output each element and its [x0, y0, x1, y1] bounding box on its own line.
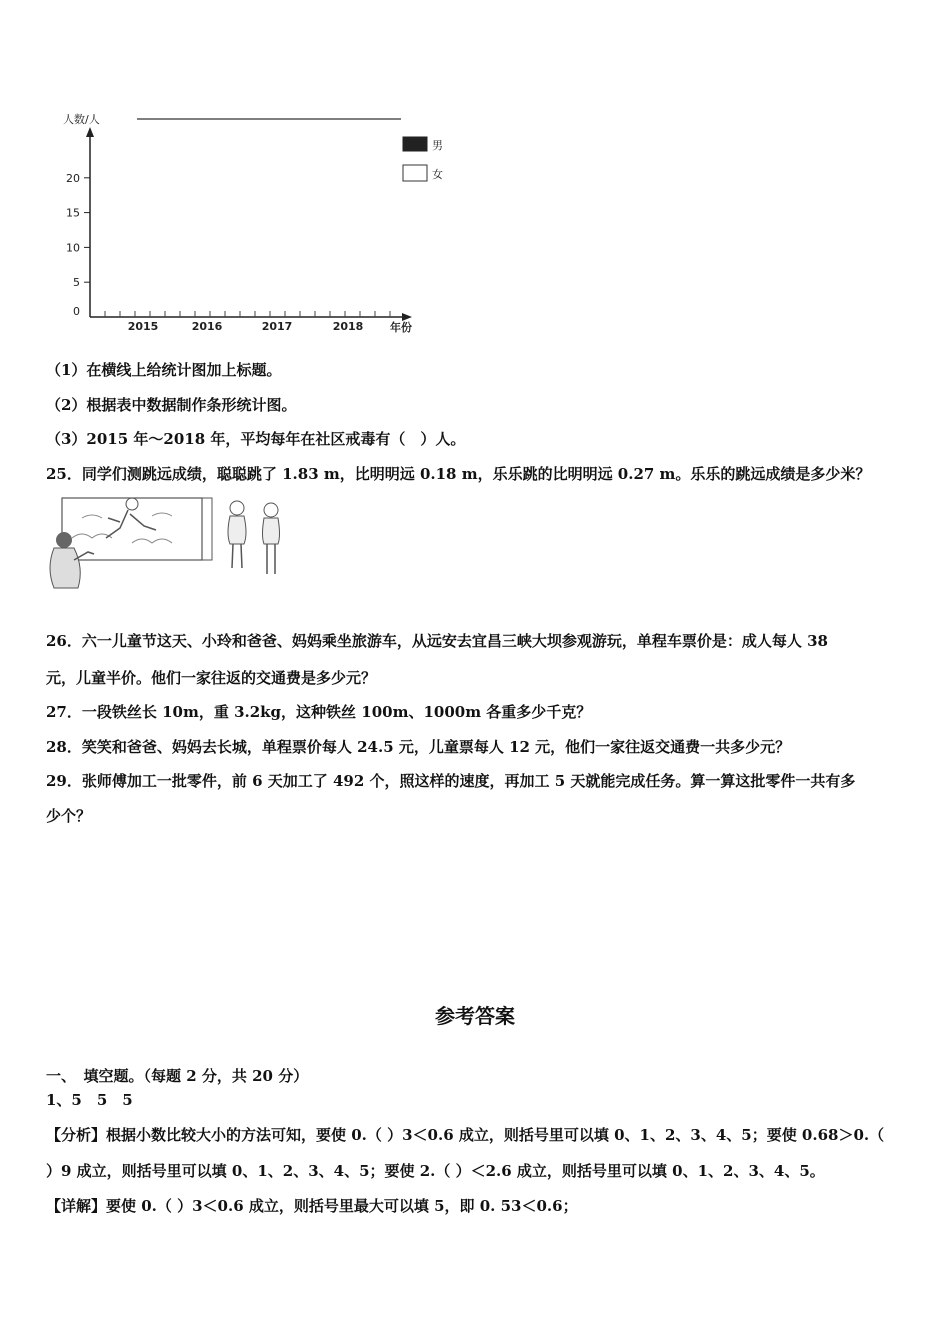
y-tick-label: 0 [73, 305, 80, 318]
question-24-2: （2）根据表中数据制作条形统计图。 [46, 396, 297, 414]
legend-male-label: 男 [432, 139, 443, 152]
bar-chart [55, 105, 455, 340]
x-tick-label: 2017 [261, 320, 293, 333]
question-29-line2: 少个？ [46, 807, 92, 825]
question-28: 28．笑笑和爸爸、妈妈去长城，单程票价每人 24.5 元，儿童票每人 12 元，他们一家往返交通费一共多少元？ [46, 738, 791, 756]
legend-female-swatch [403, 165, 427, 181]
question-24-3: （3）2015 年～2018 年，平均每年在社区戒毒有（ ）人。 [46, 430, 466, 448]
y-tick-label: 15 [66, 206, 80, 220]
question-29-line1: 29．张师傅加工一批零件，前 6 天加工了 492 个，照这样的速度，再加工 5 天就能完成任务。算一算这批零件一共有多 [46, 772, 856, 790]
x-axis-arrow [402, 313, 412, 321]
legend-male-swatch [403, 137, 427, 151]
x-axis-label: 年份 [390, 321, 412, 334]
y-tick-label: 20 [66, 171, 80, 185]
y-tick-label: 5 [73, 276, 80, 290]
answers-section-heading: 一、 填空题。（每题 2 分，共 20 分） [46, 1067, 309, 1085]
y-axis-arrow [86, 127, 94, 137]
analysis-line2: ）9 成立，则括号里可以填 0、1、2、3、4、5；要使 2.（ ）＜2.6 成立，则括号里可以填 0、1、2、3、4、5。 [46, 1162, 825, 1180]
question-26-line2: 元，儿童半价。他们一家往返的交通费是多少元？ [46, 669, 377, 687]
x-tick-label: 2016 [191, 320, 223, 333]
detail-line: 【详解】要使 0.（ ）3＜0.6 成立，则括号里最大可以填 5，即 0. 53＜0.6； [46, 1197, 578, 1215]
question-26-line1: 26．六一儿童节这天、小玲和爸爸、妈妈乘坐旅游车，从远安去宜昌三峡大坝参观游玩，单程车票价是：成人每人 38 [46, 632, 828, 650]
y-tick-label: 10 [66, 241, 80, 255]
question-27: 27．一段铁丝长 10m，重 3.2kg，这种铁丝 100m、1000m 各重多少千克？ [46, 703, 592, 721]
legend-female-label: 女 [432, 168, 443, 181]
x-tick-label: 2015 [127, 320, 159, 333]
question-25: 25．同学们测跳远成绩，聪聪跳了 1.83 m，比明明远 0.18 m，乐乐跳的比明明远 0.27 m。乐乐的跳远成绩是多少米？ [46, 465, 871, 483]
answers-title: 参考答案 [435, 1004, 515, 1028]
x-tick-label: 2018 [332, 320, 364, 333]
question-24-1: （1）在横线上给统计图加上标题。 [46, 361, 282, 379]
answer-1: 1、5 5 5 [46, 1091, 133, 1109]
long-jump-illustration [42, 488, 292, 598]
y-axis-label: 人数/人 [63, 113, 100, 126]
analysis-line1: 【分析】根据小数比较大小的方法可知，要使 0.（ ）3＜0.6 成立，则括号里可以填 0、1、2、3、4、5；要使 0.68＞0.（ [46, 1126, 885, 1144]
